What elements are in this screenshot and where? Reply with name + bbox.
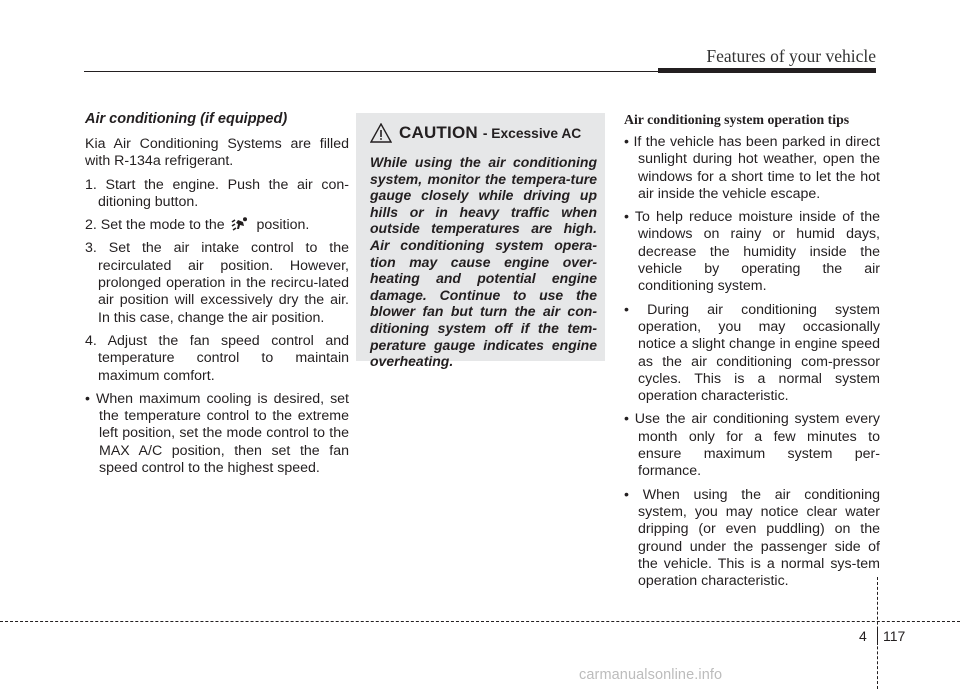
header-rule-accent [658,68,876,73]
step-2-text-after: position. [256,217,310,234]
caution-header [370,123,597,143]
footer-rule [0,621,960,622]
tip-item: • During air conditioning system operation, you may occasionally notice a slight change in engine speed as the air conditioning com-pressor cycles. This is a normal system operation characteristic. [624,301,880,405]
tip-item: • To help reduce moisture inside of the windows on rainy or humid days, decrease the humidity inside the vehicle by operating the air conditioning system. [624,209,880,295]
caution-title: CAUTION [399,123,478,142]
max-cooling-text: When maximum cooling is desired, set the temperature control to the extreme left position, set the mode control to the MAX A/C position, then set the fan speed control to the highest speed. [95,390,349,477]
step-2-text-before: 2. Set the mode to the [85,217,225,234]
page-number-separator [877,629,878,645]
page-number: 117 [883,628,906,644]
step-3: 3. Set the air intake control to the recirculated air position. However, prolonged operation in the recircu-lated air position will excessively dry the air. In this case, change the air position. [85,240,349,326]
step-1: 1. Start the engine. Push the air con-ditioning button. [85,176,349,210]
chapter-number: 4 [859,628,867,644]
right-column [624,111,880,596]
left-column [85,111,349,483]
tip-item: • When using the air conditioning system, you may notice clear water dripping (or even puddling) on the ground under the passenger side of the vehicle. This is a normal sys-tem operation characteristic. [624,486,880,590]
step-2 [85,217,349,234]
step-4: 4. Adjust the fan speed control and temperature control to maintain maximum comfort. [85,332,349,384]
warning-triangle-icon [370,123,392,143]
caution-subtitle: - Excessive AC [482,125,582,141]
tip-text: During air conditioning system operation, you may occasionally notice a slight change in engine speed as the air conditioning com-pressor cycles. This is a normal system operation characteristic. [638,301,880,405]
header-rule [84,71,658,72]
header-title: Features of your vehicle [706,46,876,66]
section-heading: Air conditioning (if equipped) [85,111,288,127]
max-cooling-bullet: • When maximum cooling is desired, set the temperature control to the extreme left position, set the mode control to the MAX A/C position, then set the fan speed control to the highest speed. [85,390,349,477]
tip-text: If the vehicle has been parked in direct sunlight during hot weather, open the windows for a short time to let the hot air inside the vehicle escape. [633,134,880,202]
caution-box [356,113,605,370]
watermark: carmanualsonline.info [579,667,723,683]
tip-item: • Use the air conditioning system every month only for a few minutes to ensure maximum system per-formance. [624,411,880,480]
tip-text: Use the air conditioning system every month only for a few minutes to ensure maximum system per-formance. [634,411,880,480]
intro-paragraph: Kia Air Conditioning Systems are filled with R-134a refrigerant. [85,136,349,170]
tip-text: To help reduce moisture inside of the windows on rainy or humid days, decrease the humidity inside the vehicle by operating the air conditioning system. [634,209,880,295]
tip-item: • If the vehicle has been parked in direct sunlight during hot weather, open the windows for a short time to let the hot air inside the vehicle escape. [624,134,880,202]
floor-mode-icon [231,217,251,231]
caution-text: While using the air conditioning system, monitor the tempera-ture gauge closely while driving up hills or in heavy traffic when outside temperatures are high. Air conditioning system opera-tion may cause engine over-heating and potential engine damage. Continue to use the blower fan but turn the air con-ditioning system off if the tem-perature gauge indicates engine overheating. [370,154,597,370]
tip-text: When using the air conditioning system, you may notice clear water dripping (or even puddling) on the ground under the passenger side of the vehicle. This is a normal sys-tem operation characteristic. [638,486,880,590]
tips-heading: Air conditioning system operation tips [624,112,850,127]
